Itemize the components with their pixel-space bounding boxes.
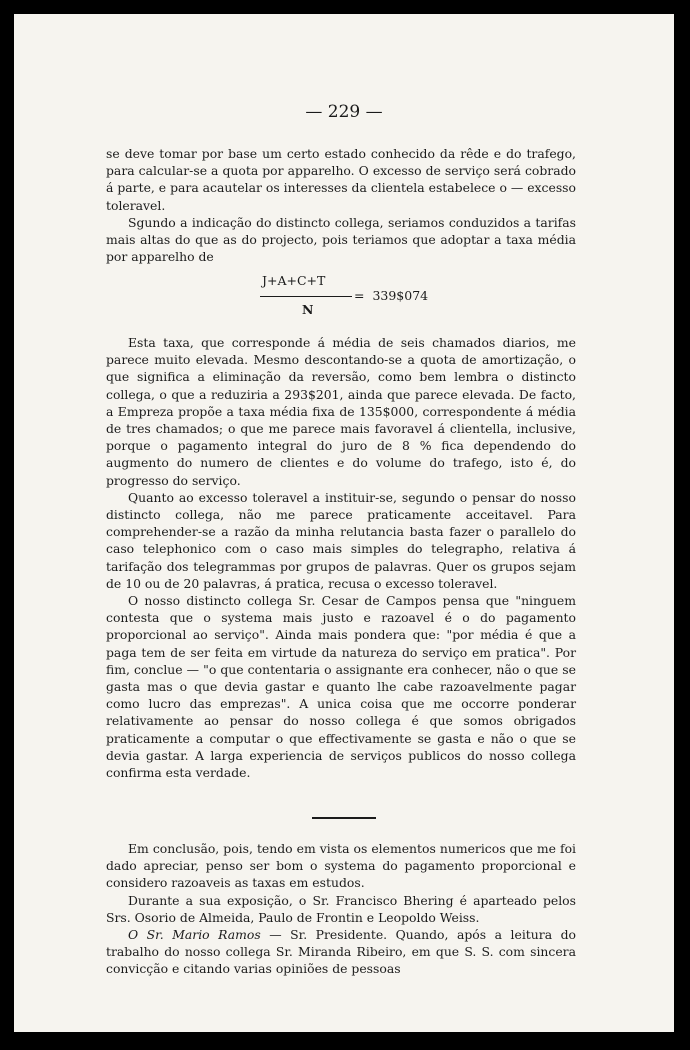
paragraph: O nosso distincto collega Sr. Cesar de Campos pensa que "ninguem contesta que o systema mais justo e razoavel é o do pagamento proporcional ao serviço". Ainda mais pondera que: "por média é que a paga tem de ser feita em virtude da natureza do serviço em pratica". Por fim, conclue — "o que contentaria o assignante era conhecer, não o que se gasta mas o que devia gastar e quanto lhe cabe razoavelmente pagar como lucro das emprezas". A unica coisa que me occorre ponderar relativamente ao pensar do nosso collega é que somos obrigados praticamente a computar o que effectivamente se gasta e não o que se devia gastar. A larga experiencia de serviços publicos do nosso collega confirma esta verdade. (106, 593, 576, 781)
paragraph: Sgundo a indicação do distincto collega, seriamos conduzidos a tarifas mais altas do que as do projecto, pois teriamos que adoptar a taxa média por apparelho de (106, 214, 576, 265)
formula-numerator: J+A+C+T (262, 273, 326, 288)
paragraph: Esta taxa, que corresponde á média de seis chamados diarios, me parece muito elevada. Mesmo descontando-se a quota de amortização, o que significa a eliminação da reversão, como bem lembra o distincto collega, o que a reduziria a 293$201, ainda que parece elevada. De facto, a Empreza propõe a taxa média fixa de 135$000, correspondente á média de tres chamados; o que me parece mais favoravel á clientella, inclusive, porque o pagamento integral do juro de 8 % fica dependendo do augmento do numero de clientes e do volume do trafego, isto é, do progresso do serviço. (106, 335, 576, 488)
paragraph: Em conclusão, pois, tendo em vista os elementos numericos que me foi dado apreciar, penso ser bom o systema do pagamento proporcional e considero razoaveis as taxas em estudos. (106, 841, 576, 891)
formula-denominator: N (302, 302, 314, 317)
page-number: — 229 — (305, 102, 383, 122)
document-page (14, 14, 674, 1032)
speaker-name: O Sr. Mario Ramos (128, 927, 261, 943)
tariff-formula (250, 273, 430, 325)
formula-result (354, 288, 428, 303)
text-block-top (106, 145, 576, 265)
equals-sign: = (354, 288, 365, 303)
result-value: 339$074 (372, 288, 429, 303)
paragraph: Durante a sua exposição, o Sr. Francisco Bhering é aparteado pelos Srs. Osorio de Almeida, Paulo de Frontin e Leopoldo Weiss. (106, 892, 576, 925)
fraction-bar (260, 296, 352, 297)
paragraph (106, 926, 576, 978)
section-divider (312, 817, 376, 819)
text-block-middle (106, 334, 576, 781)
paragraph: se deve tomar por base um certo estado conhecido da rêde e do trafego, para calcular-se a quota por apparelho. O excesso de serviço será cobrado á parte, e para acautelar os interesses da clientela estabelece o — excesso toleravel. (106, 146, 576, 213)
paragraph: Quanto ao excesso toleravel a instituir-se, segundo o pensar do nosso distincto collega, não me parece praticamente acceitavel. Para comprehender-se a razão da minha relutancia basta fazer o parallelo do caso telephonico com o caso mais simples do telegrapho, relativa á tarifação dos telegrammas por grupos de palavras. Quer os grupos sejam de 10 ou de 20 palavras, á pratica, recusa o excesso toleravel. (106, 489, 576, 591)
speech-text: — Sr. Presidente. Quando, após a leitura do trabalho do nosso collega Sr. Miranda Ribeiro, em que S. S. com sincera convicção e citando varias opiniões de pessoas (106, 927, 576, 977)
text-block-bottom (106, 840, 576, 978)
